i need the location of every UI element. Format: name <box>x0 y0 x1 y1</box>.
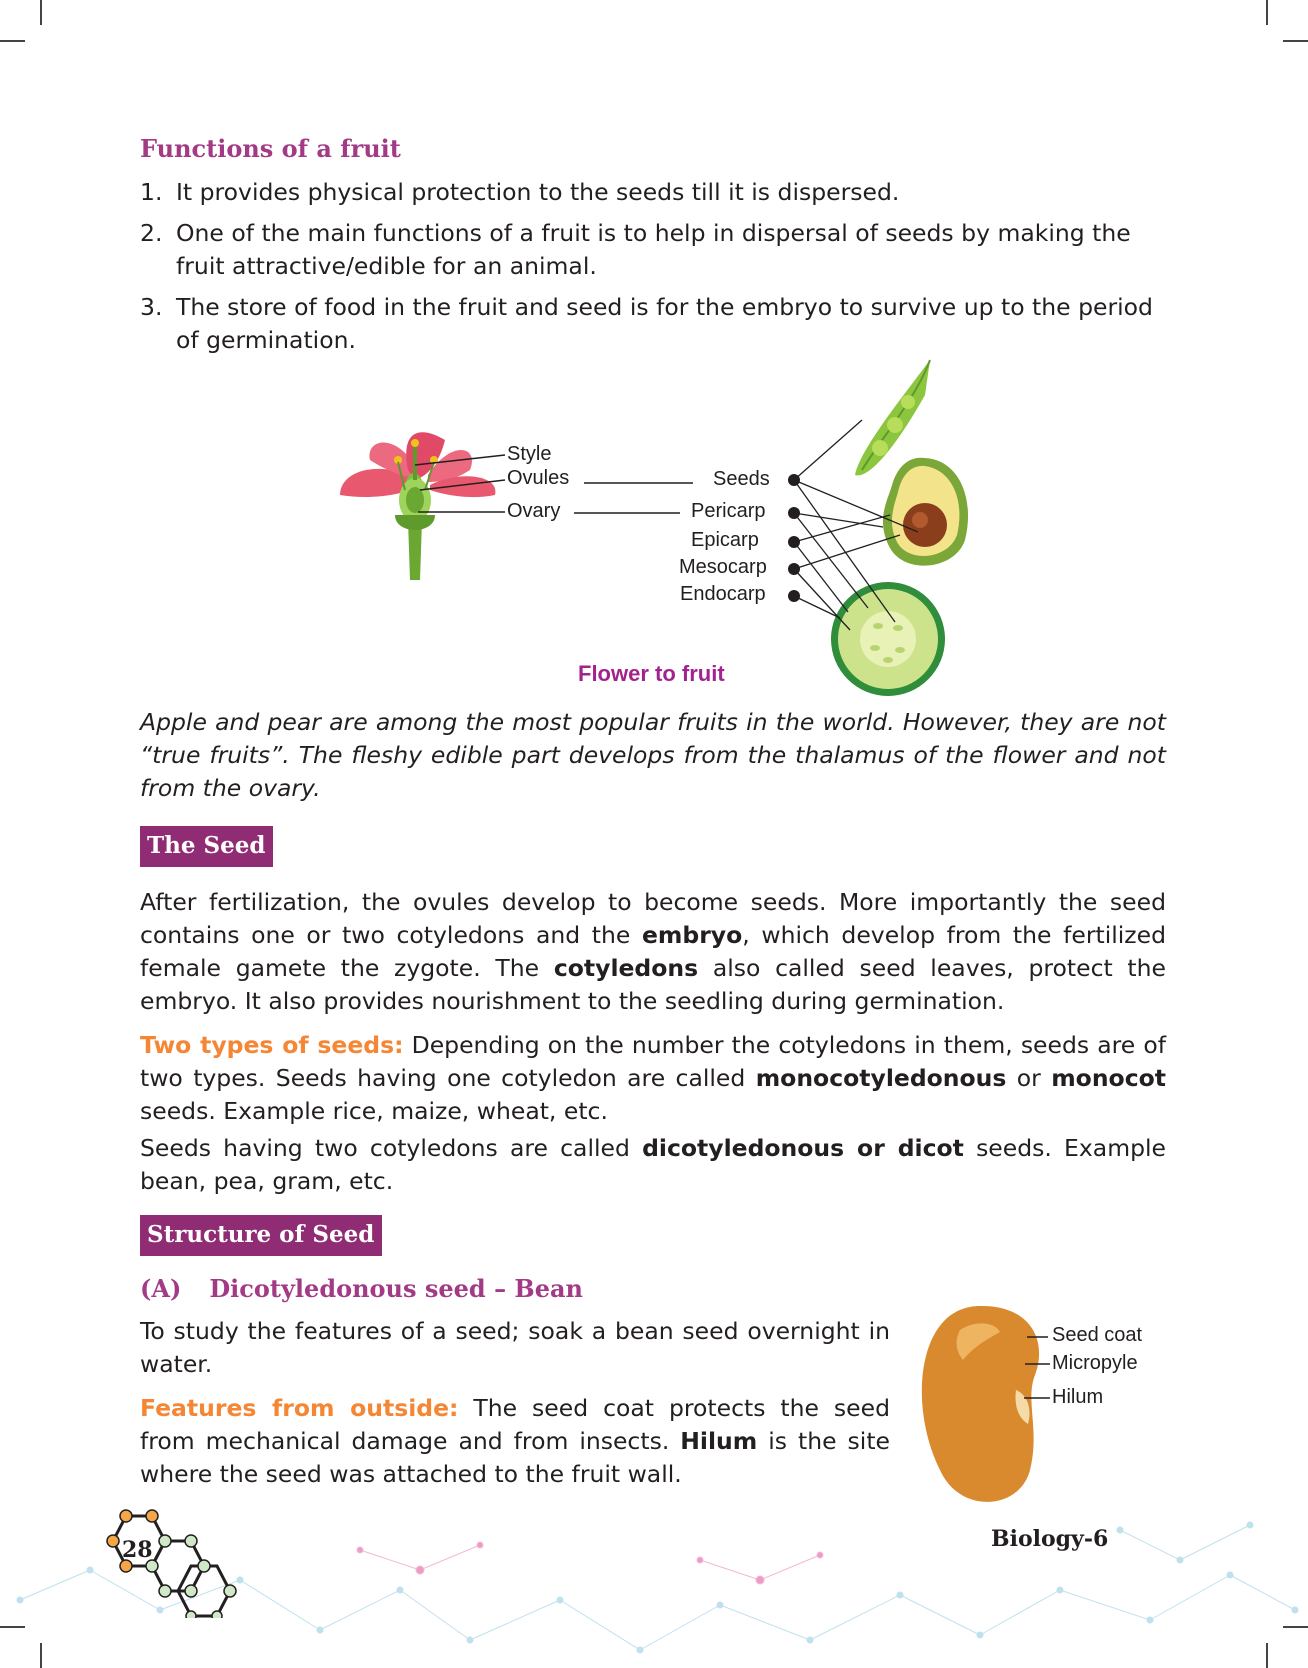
figure-caption: Flower to fruit <box>578 661 725 686</box>
seed-paragraph-2: Two types of seeds: Depending on the number the cotyledons in them, seeds are of two types. Seeds having one cotyledon are called monocotyledonous or monocot seeds. Example rice, maize, wheat, etc. <box>140 1031 1167 1125</box>
label-ovules: Ovules <box>507 467 570 489</box>
label-hilum: Hilum <box>1052 1386 1104 1408</box>
page-number-hexagons <box>95 1508 260 1618</box>
structure-heading: Structure of Seed <box>140 1215 382 1256</box>
label-seeds: Seeds <box>713 468 770 490</box>
label-endocarp: Endocarp <box>680 583 766 605</box>
structure-paragraph-2: Features from outside: The seed coat protects the seed from mechanical damage and from insects. Hilum is the site where the seed was attached to the fruit wall. <box>140 1394 890 1488</box>
cucumber-illustration <box>831 582 945 696</box>
crop-mark <box>0 40 25 42</box>
crop-mark <box>1283 40 1308 42</box>
label-seed-coat: Seed coat <box>1052 1324 1143 1346</box>
crop-mark <box>1266 0 1268 25</box>
label-micropyle: Micropyle <box>1052 1352 1138 1374</box>
flower-to-fruit-diagram <box>320 355 980 700</box>
list-item: 1. It provides physical protection to the seeds till it is dispersed. <box>140 178 900 206</box>
list-item: 2. One of the main functions of a fruit is to help in dispersal of seeds by making the fruit attractive/edible for an animal. <box>140 219 1131 280</box>
page-number: 28 <box>122 1537 153 1563</box>
structure-paragraph-1: To study the features of a seed; soak a bean seed overnight in water. <box>140 1317 890 1378</box>
book-title: Biology-6 <box>991 1526 1109 1552</box>
label-epicarp: Epicarp <box>691 529 759 551</box>
flower-illustration <box>340 432 495 580</box>
seed-paragraph-1: After fertilization, the ovules develop to become seeds. More importantly the seed contains one or two cotyledons and the embryo, which develop from the fertilized female gamete the zygote. The cotyledons also called seed leaves, protect the embryo. It also provides nourishment to the seedling during germination. <box>140 888 1166 1015</box>
label-style: Style <box>507 443 552 465</box>
label-ovary: Ovary <box>507 500 561 522</box>
note-italic: Apple and pear are among the most popular fruits in the world. However, they are not “true fruits”. The fleshy edible part develops from the thalamus of the flower and not from the ovary. <box>140 708 1166 802</box>
crop-mark <box>40 0 42 25</box>
label-mesocarp: Mesocarp <box>679 556 767 578</box>
seed-paragraph-3: Seeds having two cotyledons are called dicotyledonous or dicot seeds. Example bean, pea, gram, etc. <box>140 1134 1166 1195</box>
subheading-dicot: (A) Dicotyledonous seed – Bean <box>140 1274 583 1303</box>
functions-list <box>140 176 1170 365</box>
list-item: 3. The store of food in the fruit and seed is for the embryo to survive up to the period of germination. <box>140 293 1153 354</box>
avocado-illustration <box>883 458 968 566</box>
functions-heading: Functions of a fruit <box>140 134 401 163</box>
seed-heading: The Seed <box>140 826 273 867</box>
label-pericarp: Pericarp <box>691 500 766 522</box>
